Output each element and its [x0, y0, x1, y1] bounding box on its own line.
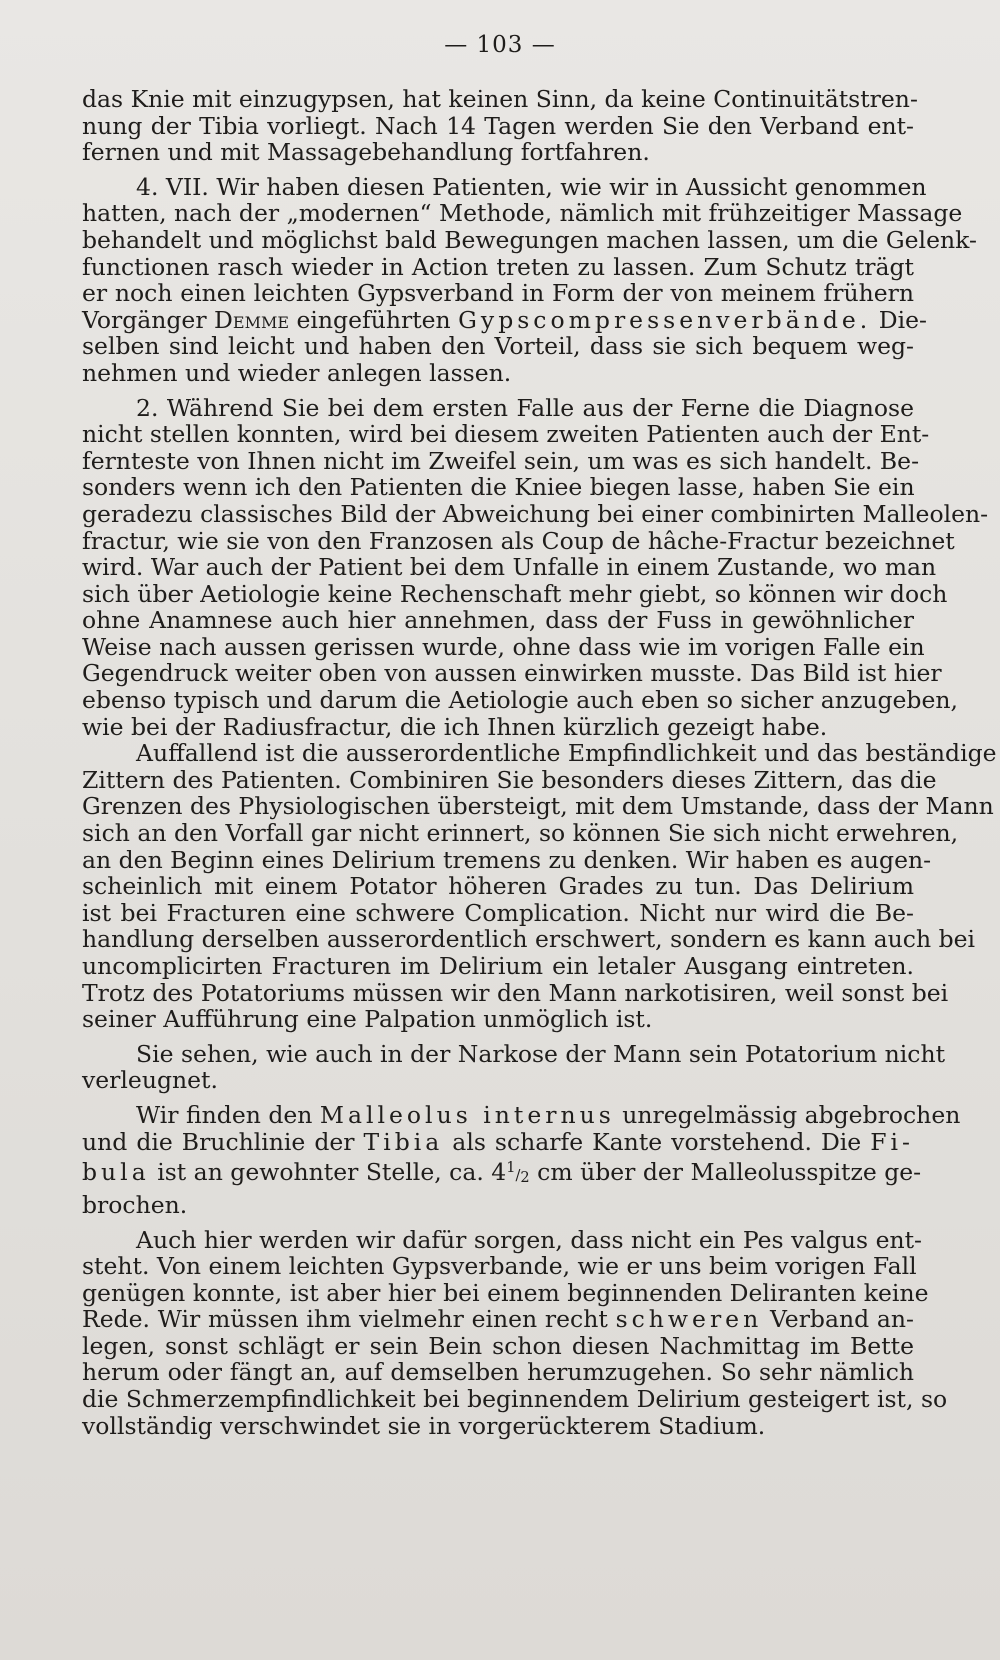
- text-line: Gegendruck weiter oben von aussen einwirken musste. Das Bild ist hier: [82, 659, 942, 688]
- text-line: Wir finden den Malleolus internus unregelmässig abgebrochen: [136, 1100, 961, 1129]
- text-line: 4. VII. Wir haben diesen Patienten, wie wir in Aussicht genommen: [136, 172, 927, 201]
- text-line: steht. Von einem leichten Gypsverbande, wie er uns beim vorigen Fall: [82, 1252, 917, 1281]
- text-line: fernen und mit Massagebehandlung fortfahren.: [82, 138, 650, 167]
- text-line: genügen konnte, ist aber hier bei einem beginnenden Deliranten keine: [82, 1278, 929, 1307]
- page-number: — 103 —: [444, 32, 556, 58]
- text-line: uncomplicirten Fracturen im Delirium ein letaler Ausgang eintreten.: [82, 952, 914, 980]
- text-line: Sie sehen, wie auch in der Narkose der Mann sein Potatorium nicht: [136, 1039, 946, 1068]
- text-line: ist bei Fracturen eine schwere Complication. Nicht nur wird die Be-: [82, 898, 914, 927]
- text-line: Weise nach aussen gerissen wurde, ohne dass wie im vorigen Falle ein: [82, 632, 925, 661]
- text-line: nung der Tibia vorliegt. Nach 14 Tagen werden Sie den Verband ent-: [82, 111, 914, 140]
- text-line: ebenso typisch und darum die Aetiologie auch eben so sicher anzugeben,: [82, 686, 958, 715]
- text-line: Rede. Wir müssen ihm vielmehr einen recht schweren Verband an-: [82, 1305, 914, 1334]
- text-line: scheinlich mit einem Potator höheren Grades zu tun. Das Delirium: [82, 872, 914, 901]
- text-line: Zittern des Patienten. Combiniren Sie besonders dieses Zittern, das die: [82, 765, 937, 794]
- emphasis-spaced: Gypscompressenverbände.: [458, 305, 872, 334]
- text-line: fernteste von Ihnen nicht im Zweifel sein, um was es sich handelt. Be-: [82, 446, 920, 475]
- emphasis-spaced: Tibia: [363, 1127, 444, 1156]
- text-line: und die Bruchlinie der Tibia als scharfe Kante vorstehend. Die Fi-: [82, 1127, 914, 1156]
- emphasis-spaced: Fi-: [870, 1127, 914, 1156]
- text-line: selben sind leicht und haben den Vorteil, dass sie sich bequem weg-: [82, 332, 914, 361]
- text-line: er noch einen leichten Gypsverband in Form der von meinem frühern: [82, 279, 914, 308]
- text-line: wird. War auch der Patient bei dem Unfalle in einem Zustande, wo man: [82, 553, 937, 582]
- text-line: Grenzen des Physiologischen übersteigt, mit dem Umstande, dass der Mann: [82, 792, 994, 821]
- text-line: Auffallend ist die ausserordentliche Empfindlichkeit und das beständige: [136, 739, 997, 768]
- text-line: verleugnet.: [82, 1066, 218, 1095]
- text-line: nicht stellen konnten, wird bei diesem zweiten Patienten auch der Ent-: [82, 420, 930, 449]
- text-line: vollständig verschwindet sie in vorgerückterem Stadium.: [82, 1411, 766, 1440]
- text-line: die Schmerzempfindlichkeit bei beginnendem Delirium gesteigert ist, so: [82, 1385, 948, 1414]
- text-line: functionen rasch wieder in Action treten zu lassen. Zum Schutz trägt: [82, 252, 914, 281]
- fraction: $^1/_2$: [506, 1159, 530, 1187]
- text-line: geradezu classisches Bild der Abweichung bei einer combinirten Malleolen-: [82, 499, 989, 528]
- body-text: [82, 85, 997, 1440]
- emphasis-spaced: Malleolus internus: [319, 1100, 615, 1129]
- emphasis-spaced: schweren: [615, 1305, 763, 1334]
- text-line: bula ist an gewohnter Stelle, ca. $4^1/_2$ cm über der Malleolusspitze ge-: [82, 1158, 922, 1187]
- text-line: handlung derselben ausserordentlich erschwert, sondern es kann auch bei: [82, 925, 976, 954]
- text-line: seiner Aufführung eine Palpation unmöglich ist.: [82, 1005, 653, 1034]
- text-line: herum oder fängt an, auf demselben herumzugehen. So sehr nämlich: [82, 1358, 914, 1387]
- text-line: an den Beginn eines Delirium tremens zu denken. Wir haben es augen-: [82, 845, 932, 874]
- text-line: brochen.: [82, 1190, 188, 1219]
- text-line: behandelt und möglichst bald Bewegungen machen lassen, um die Gelenk-: [82, 225, 977, 254]
- emphasis-spaced: bula: [82, 1158, 150, 1187]
- text-line: ohne Anamnese auch hier annehmen, dass der Fuss in gewöhnlicher: [82, 606, 914, 635]
- text-line: 2. Während Sie bei dem ersten Falle aus der Ferne die Diagnose: [136, 393, 914, 422]
- author-name: Demme: [214, 305, 290, 334]
- text-line: legen, sonst schlägt er sein Bein schon diesen Nachmittag im Bette: [82, 1331, 914, 1360]
- text-line: Vorgänger Demme eingeführten Gypscompressenverbände. Die-: [82, 305, 927, 334]
- text-line: sonders wenn ich den Patienten die Kniee biegen lasse, haben Sie ein: [82, 473, 915, 502]
- text-line: nehmen und wieder anlegen lassen.: [82, 358, 512, 387]
- text-line: das Knie mit einzugypsen, hat keinen Sinn, da keine Continuitätstren-: [82, 85, 918, 113]
- text-line: wie bei der Radiusfractur, die ich Ihnen kürzlich gezeigt habe.: [82, 712, 828, 741]
- text-line: hatten, nach der „modernen“ Methode, nämlich mit frühzeitiger Massage: [82, 199, 963, 228]
- text-line: sich über Aetiologie keine Rechenschaft mehr giebt, so können wir doch: [82, 579, 948, 608]
- text-line: sich an den Vorfall gar nicht erinnert, so können Sie sich nicht erwehren,: [82, 819, 959, 848]
- text-line: Auch hier werden wir dafür sorgen, dass nicht ein Pes valgus ent-: [136, 1225, 922, 1254]
- text-line: fractur, wie sie von den Franzosen als Coup de hâche-Fractur bezeichnet: [82, 526, 955, 555]
- text-line: Trotz des Potatoriums müssen wir den Mann narkotisiren, weil sonst bei: [82, 978, 949, 1007]
